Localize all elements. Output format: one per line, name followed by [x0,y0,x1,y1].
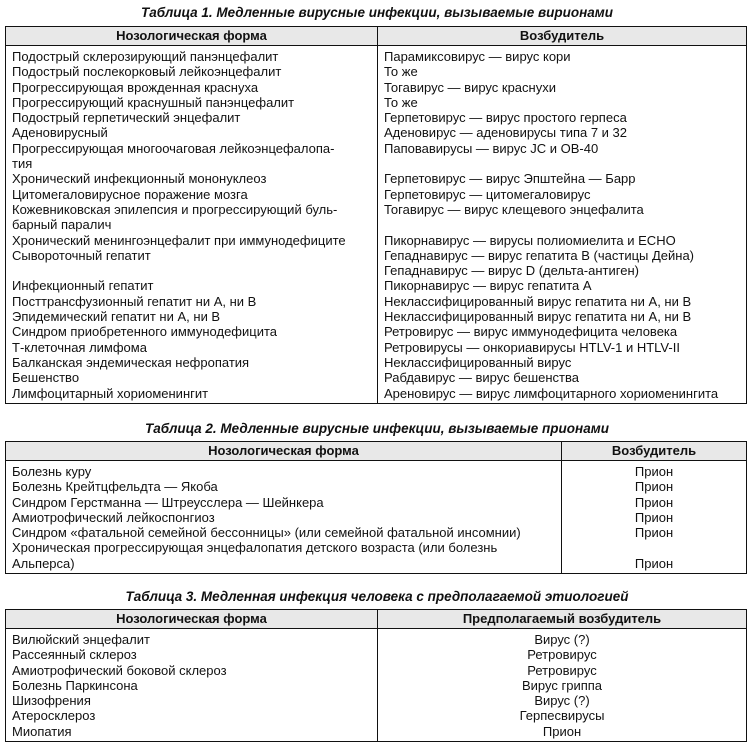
table1-agent-line [384,156,740,171]
table3-header-form: Нозологическая форма [6,610,378,629]
table1-agent-line: Пикорнавирус — вирус гепатита А [384,278,592,294]
table1-form-line: барный паралич [12,217,112,233]
table1-form-line: Т-клеточная лимфома [12,339,147,355]
table3-form-line: Болезнь Паркинсона [12,677,138,693]
table1-agent-line: Рабдавирус — вирус бешенства [384,370,580,386]
table3-agent-line: Герпесвирусы [519,708,605,724]
table2-agents-cell [562,461,747,574]
table1-header-form: Нозологическая форма [6,27,378,46]
table1-agent-line: Неклассифицированный вирус гепатита ни А, ни В [384,309,692,325]
table3-form-line: Амиотрофический боковой склероз [12,662,227,678]
table2-form-line: Альперса) [12,555,75,571]
table1-agent-line: Парамиксовирус — вирус кори [384,49,571,64]
table2-header-form: Нозологическая форма [6,442,562,461]
table3-form-line: Вилюйский энцефалит [12,632,150,647]
table1-agent-line: Гепаднавирус — вирус гепатита В (частицы Дейна) [384,247,695,263]
table1-form-line: Бешенство [12,370,80,386]
table2-agent-line: Прион [634,555,674,571]
table1-form-line: Хронический инфекционный мононуклеоз [12,171,267,187]
table3-agent-line: Вирус (?) [534,632,590,647]
table2 [5,441,747,574]
table2-agent-line [568,540,740,555]
table3-header-agent: Предполагаемый возбудитель [378,610,747,629]
table1-form-line: Кожевниковская эпилепсия и прогрессирующий буль- [12,201,338,217]
table1-agent-line: Ретровирусы — онкориавирусы HTLV-1 и HTLV-II [384,339,680,355]
table1-form-line: Прогрессирующий краснушный панэнцефалит [12,94,295,110]
table1-form-line: Прогрессирующая многоочаговая лейкоэнцефалопа- [12,140,335,156]
table1-form-line: Инфекционный гепатит [12,278,154,294]
table2-agent-line: Прион [634,464,674,479]
table1-form-line: Подострый послекорковый лейкоэнцефалит [12,64,282,80]
table1-form-line: тия [12,156,33,172]
table2-header-agent: Возбудитель [562,442,747,461]
table1-form-line: Хронический менингоэнцефалит при иммунодефиците [12,232,346,248]
table3-form-line: Шизофрения [12,693,91,709]
table1-header-agent: Возбудитель [378,27,747,46]
table1-form-line: Аденовирусный [12,125,108,141]
table2-agent-line: Прион [634,479,674,495]
table2-caption: Таблица 2. Медленные вирусные инфекции, вызываемые прионами [145,421,609,436]
table3-caption: Таблица 3. Медленная инфекция человека с предполагаемой этиологией [125,589,629,604]
table2-forms-cell [6,461,562,574]
table1-form-line: Лимфоцитарный хориоменингит [12,385,209,401]
table1-agent-line: То же [384,64,418,80]
table1-agent-line [384,217,740,232]
table1-form-line: Балканская эндемическая нефропатия [12,354,250,370]
table3-forms-cell [6,629,378,742]
table1-agent-line: Тогавирус — вирус клещевого энцефалита [384,201,644,217]
table1-forms-cell [6,46,378,404]
table1-agent-line: Ретровирус — вирус иммунодефицита человека [384,324,678,340]
table1-agent-line: Тогавирус — вирус краснухи [384,79,556,95]
table1-caption: Таблица 1. Медленные вирусные инфекции, вызываемые вирионами [140,5,614,20]
table1-form-line: Прогрессирующая врожденная краснуха [12,79,259,95]
table3-agents-cell [378,629,747,742]
table3-agent-line: Ретровирус [527,662,597,678]
table3-form-line: Миопатия [12,723,72,739]
table3-agent-line: Прион [542,723,582,739]
table2-form-line: Болезнь куру [12,464,92,479]
table3-agent-line: Ретровирус [527,647,597,663]
table2-agent-line: Прион [634,509,674,525]
table1-agent-line: Гепаднавирус — вирус D (дельта-антиген) [384,263,639,279]
table2-agent-line: Прион [634,494,674,510]
table1-form-line [12,263,371,278]
table2-form-line: Синдром «фатальной семейной бессонницы» (или семейной фатальной инсомнии) [12,525,521,541]
table2-form-line: Болезнь Крейтцфельдта — Якоба [12,479,218,495]
table1-form-line: Цитомегаловирусное поражение мозга [12,186,248,202]
table1-form-line: Сывороточный гепатит [12,247,151,263]
table1-agent-line: Герпетовирус — цитомегаловирус [384,186,591,202]
table1-agent-line: Герпетовирус — вирус простого герпеса [384,110,627,126]
table3-agent-line: Вирус гриппа [521,677,603,693]
table3 [5,609,747,742]
table1-agent-line: Аденовирус — аденовирусы типа 7 и 32 [384,125,628,141]
table1-form-line: Подострый герпетический энцефалит [12,110,241,126]
table3-agent-line: Вирус (?) [534,693,590,709]
table2-agent-line: Прион [634,525,674,541]
table1-form-line: Синдром приобретенного иммунодефицита [12,324,278,340]
table2-form-line: Синдром Герстманна — Штреусслера — Шейнкера [12,494,324,510]
table1-agent-line: Паповавирусы — вирус JC и OB-40 [384,140,599,156]
table1-form-line: Посттрансфузионный гепатит ни А, ни В [12,293,257,309]
table1-agents-cell [378,46,747,404]
table1-agent-line: Пикорнавирус — вирусы полиомиелита и ECHO [384,232,676,248]
table1 [5,26,747,404]
table3-form-line: Атеросклероз [12,708,96,724]
table1-agent-line: То же [384,94,418,110]
table1-agent-line: Герпетовирус — вирус Эпштейна — Барр [384,171,636,187]
table1-agent-line: Неклассифицированный вирус [384,354,572,370]
table1-form-line: Эпидемический гепатит ни А, ни В [12,309,221,325]
table1-agent-line: Ареновирус — вирус лимфоцитарного хориоменингита [384,385,719,401]
table2-form-line: Амиотрофический лейкоспонгиоз [12,509,215,525]
table1-form-line: Подострый склерозирующий панэнцефалит [12,49,279,64]
table1-agent-line: Неклассифицированный вирус гепатита ни А, ни В [384,293,692,309]
table3-form-line: Рассеянный склероз [12,647,137,663]
table2-form-line: Хроническая прогрессирующая энцефалопатия детского возраста (или болезнь [12,540,498,556]
